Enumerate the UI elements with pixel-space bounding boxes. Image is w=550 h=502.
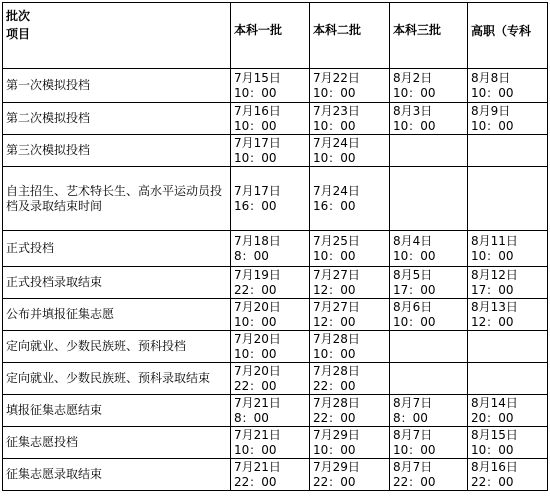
schedule-table [2,2,548,491]
schedule-cell [390,231,468,267]
schedule-cell [390,267,468,299]
row-item-label: 定向就业、少数民族班、预科投档 [3,331,231,363]
schedule-cell [468,363,548,395]
table-row [3,395,548,427]
cell-date: 7月17日 [234,183,281,198]
cell-date: 8月5日 [393,267,433,282]
cell-time: 8：00 [393,410,428,425]
row-item-label: 第一次模拟投档 [3,69,231,103]
schedule-cell [231,395,310,427]
cell-date: 7月27日 [313,299,360,314]
schedule-cell [310,231,390,267]
schedule-cell [231,459,310,491]
cell-time: 8：00 [234,410,269,425]
cell-date: 8月6日 [393,299,433,314]
cell-time: 10：00 [313,346,356,361]
row-item-label: 正式投档录取结束 [3,267,231,299]
schedule-cell [468,331,548,363]
table-row [3,427,548,459]
row-item-label: 第三次模拟投档 [3,135,231,167]
schedule-cell [390,427,468,459]
cell-date: 7月25日 [313,233,360,248]
cell-date: 8月4日 [393,233,433,248]
corner-cell [3,3,231,69]
cell-time: 22：00 [234,378,277,393]
schedule-cell [390,103,468,135]
table-row [3,267,548,299]
column-header-benke-1: 本科一批 [231,3,310,69]
schedule-cell [468,167,548,231]
cell-time: 22：00 [393,474,436,489]
cell-time: 10：00 [471,85,514,100]
schedule-cell [390,299,468,331]
cell-date: 8月7日 [393,427,433,442]
cell-time: 10：00 [313,442,356,457]
cell-date: 8月7日 [393,459,433,474]
cell-date: 8月13日 [471,299,518,314]
cell-time: 22：00 [313,378,356,393]
schedule-cell [390,69,468,103]
table-row [3,299,548,331]
schedule-cell [390,167,468,231]
schedule-cell [310,395,390,427]
cell-time: 22：00 [313,474,356,489]
cell-time: 10：00 [234,85,277,100]
cell-time: 10：00 [393,442,436,457]
row-item-label: 自主招生、艺术特长生、高水平运动员投档及录取结束时间 [3,167,231,231]
cell-date: 7月15日 [234,70,281,85]
cell-date: 7月24日 [313,183,360,198]
cell-time: 10：00 [234,346,277,361]
cell-time: 20：00 [471,410,514,425]
table-row [3,363,548,395]
cell-time: 12：00 [471,314,514,329]
row-item-label: 定向就业、少数民族班、预科录取结束 [3,363,231,395]
schedule-cell [390,135,468,167]
row-item-label: 第二次模拟投档 [3,103,231,135]
schedule-cell [390,363,468,395]
schedule-cell [310,363,390,395]
schedule-cell [468,103,548,135]
cell-time: 10：00 [393,248,436,263]
cell-time: 10：00 [313,248,356,263]
schedule-cell [231,231,310,267]
schedule-cell [310,267,390,299]
row-item-label: 填报征集志愿结束 [3,395,231,427]
cell-time: 10：00 [313,118,356,133]
cell-time: 22：00 [234,282,277,297]
cell-time: 10：00 [471,248,514,263]
cell-date: 7月16日 [234,103,281,118]
table-row [3,69,548,103]
cell-time: 10：00 [234,150,277,165]
cell-time: 22：00 [471,474,514,489]
cell-time: 22：00 [234,474,277,489]
cell-date: 7月19日 [234,267,281,282]
table-row [3,459,548,491]
cell-time: 10：00 [234,442,277,457]
schedule-cell [231,363,310,395]
cell-date: 8月8日 [471,70,511,85]
schedule-cell [468,299,548,331]
schedule-cell [468,231,548,267]
table-row [3,231,548,267]
cell-date: 7月24日 [313,135,360,150]
cell-time: 10：00 [313,150,356,165]
schedule-cell [231,299,310,331]
cell-time: 12：00 [313,282,356,297]
cell-date: 8月9日 [471,103,511,118]
cell-date: 8月2日 [393,70,433,85]
corner-batch-label: 批次 [6,9,31,23]
table-row [3,135,548,167]
cell-date: 7月28日 [313,395,360,410]
table-row [3,167,548,231]
schedule-body [3,3,548,491]
schedule-cell [468,267,548,299]
schedule-cell [310,459,390,491]
cell-date: 7月29日 [313,427,360,442]
cell-time: 10：00 [393,314,436,329]
schedule-cell [310,103,390,135]
schedule-cell [231,135,310,167]
schedule-cell [310,331,390,363]
cell-time: 10：00 [393,118,436,133]
cell-time: 10：00 [471,118,514,133]
cell-date: 8月7日 [393,395,433,410]
cell-time: 10：00 [234,118,277,133]
column-header-benke-2: 本科二批 [310,3,390,69]
cell-time: 17：00 [471,282,514,297]
schedule-cell [231,167,310,231]
cell-time: 10：00 [234,314,277,329]
row-item-label: 正式投档 [3,231,231,267]
cell-date: 7月20日 [234,299,281,314]
row-item-label: 征集志愿录取结束 [3,459,231,491]
cell-time: 16：00 [234,198,277,213]
schedule-cell [390,395,468,427]
cell-time: 22：00 [313,410,356,425]
cell-date: 7月17日 [234,135,281,150]
cell-time: 10：00 [471,442,514,457]
schedule-cell [310,299,390,331]
schedule-cell [310,427,390,459]
schedule-cell [468,69,548,103]
cell-date: 7月20日 [234,363,281,378]
schedule-cell [468,427,548,459]
table-row [3,103,548,135]
schedule-cell [468,395,548,427]
cell-time: 8：00 [234,248,269,263]
cell-time: 10：00 [313,85,356,100]
column-header-gaozhi: 高职（专科 [468,3,548,69]
schedule-cell [468,135,548,167]
cell-date: 7月21日 [234,459,281,474]
cell-date: 8月15日 [471,427,518,442]
cell-date: 7月28日 [313,331,360,346]
schedule-cell [310,167,390,231]
cell-date: 8月16日 [471,459,518,474]
cell-date: 7月18日 [234,233,281,248]
cell-date: 7月21日 [234,427,281,442]
cell-date: 8月11日 [471,233,518,248]
cell-date: 7月20日 [234,331,281,346]
cell-time: 16：00 [313,198,356,213]
corner-item-label: 项目 [6,27,31,41]
cell-date: 8月14日 [471,395,518,410]
cell-date: 8月12日 [471,267,518,282]
cell-date: 7月27日 [313,267,360,282]
schedule-cell [231,69,310,103]
column-header-benke-3: 本科三批 [390,3,468,69]
table-row [3,331,548,363]
cell-date: 7月22日 [313,70,360,85]
schedule-cell [231,267,310,299]
header-row [3,3,548,69]
cell-date: 7月28日 [313,363,360,378]
cell-time: 12：00 [313,314,356,329]
schedule-cell [390,459,468,491]
row-item-label: 征集志愿投档 [3,427,231,459]
schedule-cell [310,135,390,167]
schedule-cell [468,459,548,491]
cell-time: 17：00 [393,282,436,297]
schedule-cell [231,331,310,363]
cell-time: 10：00 [393,85,436,100]
cell-date: 7月21日 [234,395,281,410]
schedule-cell [231,427,310,459]
cell-date: 8月3日 [393,103,433,118]
row-item-label: 公布并填报征集志愿 [3,299,231,331]
schedule-cell [231,103,310,135]
cell-date: 7月29日 [313,459,360,474]
cell-date: 7月23日 [313,103,360,118]
schedule-cell [310,69,390,103]
schedule-cell [390,331,468,363]
